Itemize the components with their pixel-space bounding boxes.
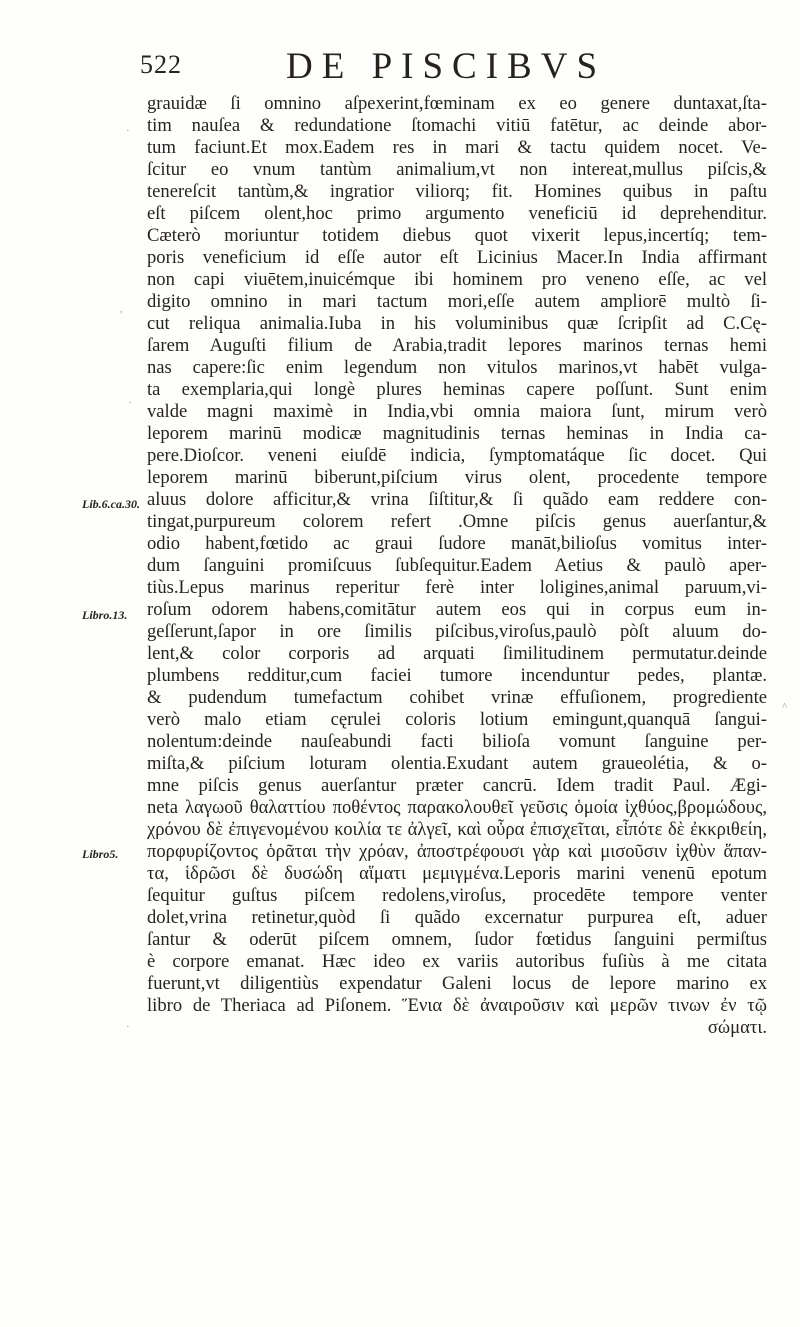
margin-mark: · <box>126 1021 130 1033</box>
text-line: τα, ἱδρῶσι δὲ δυσώδη αἵματι μεμιγμένα.Leporis marini venenū epotum <box>147 863 767 884</box>
text-line: aluus dolore afficitur,& vrina ſiſtitur,& ſi quãdo eam reddere con- <box>147 489 767 510</box>
running-title: DE PISCIBVS <box>286 46 607 87</box>
margin-note: Lib.6.ca.30. <box>82 497 140 511</box>
text-line: libro de Theriaca ad Piſonem. Ἕνια δὲ ἀναιροῦσιν καὶ μερῶν τινων ἐν τῷ <box>147 995 767 1016</box>
text-line: miſta,& piſcium loturam olentia.Exudant autem graueolétia, & o- <box>147 753 767 774</box>
text-line: tingat,purpureum colorem refert .Omne piſcis genus auerſantur,& <box>147 511 767 532</box>
text-line: ſcitur eo vnum tantùm animalium,vt non intereat,mullus piſcis,& <box>147 159 767 180</box>
text-line: tiùs.Lepus marinus reperitur ferè inter loligines,animal paruum,vi- <box>147 577 767 598</box>
margin-note: Libro5. <box>82 847 119 861</box>
margin-mark: · <box>128 397 132 409</box>
text-line: grauidæ ſi omnino aſpexerint,fœminam ex eo genere duntaxat,ſta- <box>147 93 767 114</box>
text-line: digito omnino in mari tactum mori,eſſe autem ampliorē multò ſi- <box>147 291 767 312</box>
text-line: σώματι. <box>707 1017 767 1038</box>
text-line: mne piſcis genus auerſantur præter cancrū. Idem tradit Paul. Ægi- <box>147 775 767 796</box>
text-line: χρόνου δὲ ἐπιγενομένου κοιλία τε ἀλγεῖ, καὶ οὖρα ἐπισχεῖται, εἶπότε δὲ ἐκκριθείη, <box>147 819 767 840</box>
text-line: cut reliqua animalia.Iuba in his voluminibus quæ ſcripſit ad C.Cę- <box>147 313 767 334</box>
text-line: nas capere:ſic enim legendum non vitulos marinos,vt habēt vulga- <box>147 357 767 378</box>
text-line: neta λαγωοῦ θαλαττίου ποθέντος παρακολουθεῖ γεῦσις ὁμοία ἰχθύος,βρομώδους, <box>147 797 767 818</box>
text-line: πορφυρίζοντος ὁρᾶται τὴν χρόαν, ἀποστρέφουσι γὰρ καὶ μισοῦσιν ἰχθὺν ἅπαν- <box>147 841 767 862</box>
text-line: leporem marinū modicæ magnitudinis ternas heminas in India ca- <box>147 423 767 444</box>
margin-mark: · <box>126 125 130 137</box>
text-line: ſantur & oderūt piſcem omnem, ſudor fœtidus ſanguini permiſtus <box>147 929 767 950</box>
text-line: pere.Dioſcor. veneni eiuſdē indicia, ſymptomatáque ſic docet. Qui <box>147 445 767 466</box>
text-line: leporem marinū biberunt,piſcium virus olent, procedente tempore <box>147 467 767 488</box>
text-line: tum faciunt.Et mox.Eadem res in mari & tactu quidem nocet. Ve- <box>147 137 767 158</box>
text-line: plumbens redditur,cum faciei tumore incenduntur pedes, plantæ. <box>147 665 767 686</box>
text-line: nolentum:deinde nauſeabundi facti bilioſa vomunt ſanguine per- <box>147 731 767 752</box>
text-line: tim nauſea & redundatione ſtomachi vitiū fatētur, ac deinde abor- <box>147 115 767 136</box>
text-line: ſequitur guſtus piſcem redolens,viroſus, procedēte tempore venter <box>147 885 767 906</box>
body-text <box>147 93 767 1039</box>
text-line: eſt piſcem olent,hoc primo argumento veneficiū id deprehenditur. <box>147 203 767 224</box>
text-line: Cæterò moriuntur totidem diebus quot vixerit lepus,incertíq; tem- <box>147 225 767 246</box>
text-line: poris veneficium id eſſe autor eſt Licinius Macer.In India affirmant <box>147 247 767 268</box>
text-line: non capi viuētem,inuicémque ibi hominem pro veneno eſſe, ac vel <box>147 269 767 290</box>
margin-note: Libro.13. <box>82 608 128 622</box>
margin-mark: ' <box>120 309 122 321</box>
text-line: è corpore emanat. Hæc ideo ex variis autoribus fuſiùs à me citata <box>147 951 767 972</box>
text-line: & pudendum tumefactum cohibet vrinæ effuſionem, progrediente <box>147 687 767 708</box>
text-line: lent,& color corporis ad arquati ſimilitudinem permutatur.deinde <box>147 643 767 664</box>
text-line: dum ſanguini promiſcuus ſubſequitur.Eadem Aetius & paulò aper- <box>147 555 767 576</box>
text-line: valde magni maximè in India,vbi omnia maiora ſunt, mirum verò <box>147 401 767 422</box>
text-line: dolet,vrina retinetur,quòd ſi quãdo excernatur purpurea eſt, aduer <box>147 907 767 928</box>
text-line: odio habent,fœtido ac graui ſudore manāt,bilioſus vomitus inter- <box>147 533 767 554</box>
margin-mark: ^ <box>782 701 788 713</box>
text-line: verò malo etiam cęrulei coloris lotium emingunt,quanquā ſangui- <box>147 709 767 730</box>
text-line: roſum odorem habens,comitātur autem eos qui in corpus eum in- <box>147 599 767 620</box>
text-line: fuerunt,vt diligentiùs expendatur Galeni locus de lepore marino ex <box>147 973 767 994</box>
text-line: tenereſcit tantùm,& ingratior viliorq; fit. Homines quibus in paſtu <box>147 181 767 202</box>
text-line: ſarem Auguſti filium de Arabia,tradit lepores marinos ternas hemi <box>147 335 767 356</box>
text-line: geſſerunt,ſapor in ore ſimilis piſcibus,viroſus,paulò pòſt aluum do- <box>147 621 767 642</box>
text-line: ta exemplaria,qui longè plures heminas capere poſſunt. Sunt enim <box>147 379 767 400</box>
page-number: 522 <box>140 50 182 79</box>
